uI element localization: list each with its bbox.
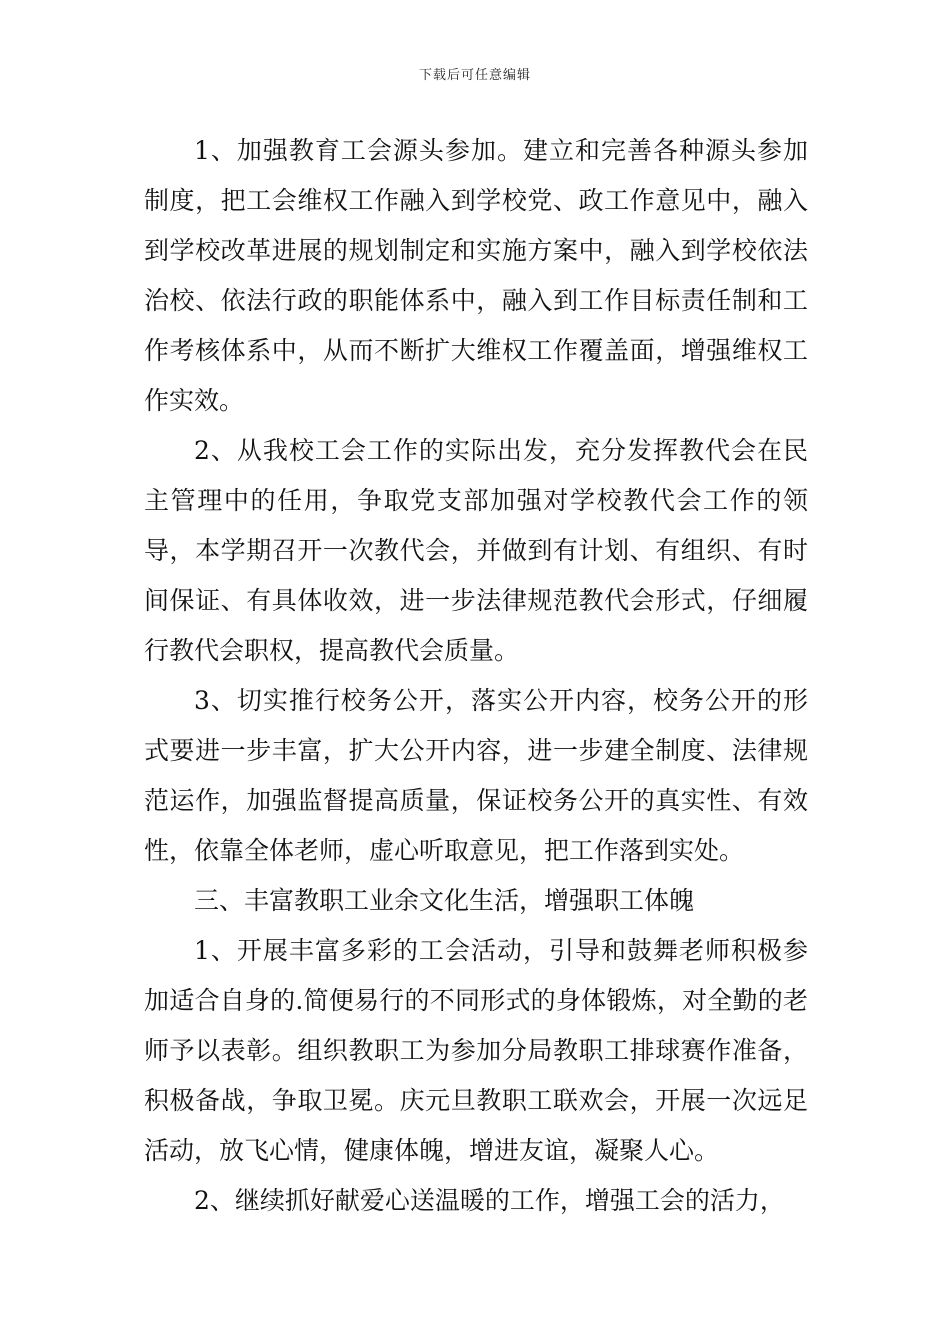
paragraph-5: 2、继续抓好献爱心送温暖的工作，增强工会的活力，: [194, 1186, 785, 1215]
section-heading: 三、丰富教职工业余文化生活，增强职工体魄: [194, 886, 695, 915]
paragraph-3: 3、切实推行校务公开，落实公开内容，校务公开的形式要进一步丰富，扩大公开内容，进一步建全制度、法律规范运作，加强监督提高质量，保证校务公开的真实性、有效性，依靠全体老师，虚心听取意见，把工作落到实处。: [144, 686, 808, 865]
paragraph-2: 2、从我校工会工作的实际出发，充分发挥教代会在民主管理中的任用，争取党支部加强对学校教代会工作的领导，本学期召开一次教代会，并做到有计划、有组织、有时间保证、有具体收效，进一步法律规范教代会形式，仔细履行教代会职权，提高教代会质量。: [144, 436, 808, 665]
paragraph-1: 1、加强教育工会源头参加。建立和完善各种源头参加制度，把工会维权工作融入到学校党、政工作意见中，融入到学校改革进展的规划制定和实施方案中，融入到学校依法治校、依法行政的职能体系中，融入到工作目标责任制和工作考核体系中，从而不断扩大维权工作覆盖面，增强维权工作实效。: [144, 136, 808, 415]
document-body: [144, 126, 808, 1226]
page-header: 下载后可任意编辑: [418, 68, 531, 83]
paragraph-4: 1、开展丰富多彩的工会活动，引导和鼓舞老师积极参加适合自身的.简便易行的不同形式的身体锻炼，对全勤的老师予以表彰。组织教职工为参加分局教职工排球赛作准备，积极备战，争取卫冕。庆元旦教职工联欢会，开展一次远足活动，放飞心情，健康体魄，增进友谊，凝聚人心。: [144, 936, 808, 1165]
